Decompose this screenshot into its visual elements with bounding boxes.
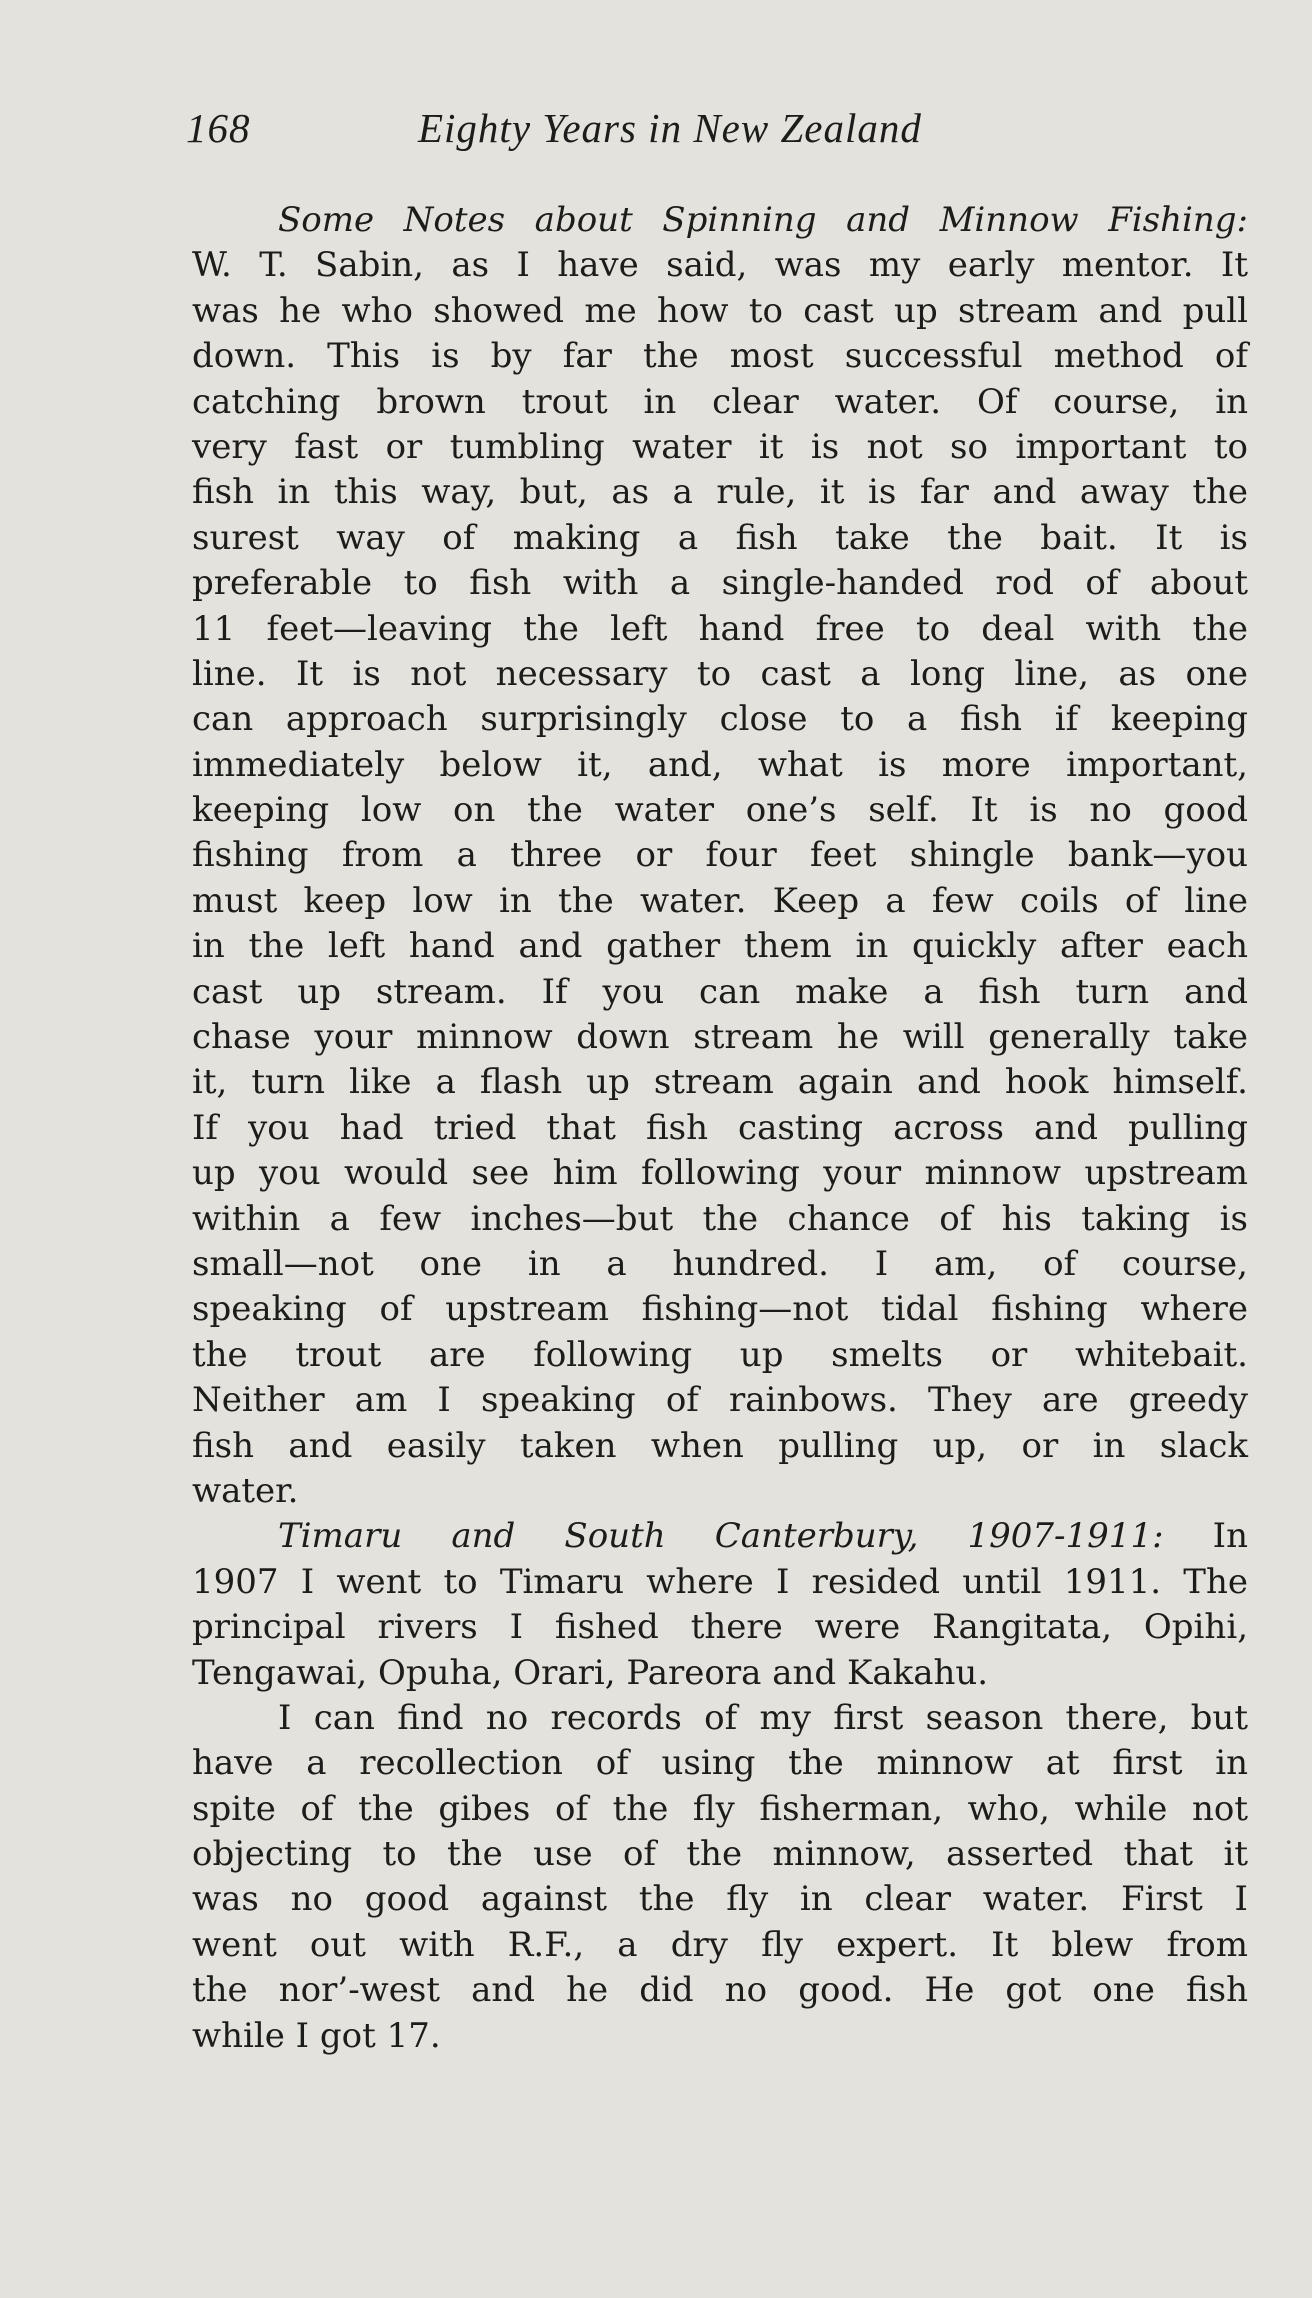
- page-number: 168: [186, 105, 251, 151]
- text-run: principal rivers I fished there were Rangitata, Opihi,: [192, 1607, 1248, 1648]
- text-line: [192, 788, 1248, 833]
- text-line: [192, 1877, 1248, 1922]
- text-run: it, turn like a flash up stream again and hook himself.: [192, 1062, 1248, 1103]
- text-run: Tengawai, Opuha, Orari, Pareora and Kakahu.: [192, 1652, 989, 1693]
- text-run: up you would see him following your minnow upstream: [192, 1153, 1248, 1194]
- text-line: [192, 970, 1248, 1015]
- text-line: [192, 561, 1248, 606]
- text-line: [192, 1242, 1248, 1287]
- text-run: was he who showed me how to cast up stream and pull: [192, 290, 1248, 331]
- italic-heading: Timaru and South Canterbury, 1907-1911:: [278, 1516, 1164, 1557]
- text-line: [192, 1605, 1248, 1650]
- text-run: fishing from a three or four feet shingle bank—you: [192, 835, 1248, 876]
- text-run: small—not one in a hundred. I am, of course,: [192, 1243, 1248, 1284]
- text-line: [192, 470, 1248, 515]
- text-run: Neither am I speaking of rainbows. They are greedy: [192, 1380, 1248, 1421]
- text-run: spite of the gibes of the fly fisherman, who, while not: [192, 1788, 1248, 1829]
- text-line: [192, 1787, 1248, 1832]
- text-run: cast up stream. If you can make a fish turn and: [192, 971, 1248, 1012]
- text-run: in the left hand and gather them in quickly after each: [192, 926, 1248, 967]
- text-line: [192, 1333, 1248, 1378]
- text-run: If you had tried that fish casting across and pulling: [192, 1107, 1248, 1148]
- text-run: 11 feet—leaving the left hand free to deal with the: [192, 608, 1248, 649]
- text-run: down. This is by far the most successful method of: [192, 336, 1248, 377]
- text-line: [192, 1378, 1248, 1423]
- text-line: [192, 833, 1248, 878]
- text-run: very fast or tumbling water it is not so important to: [192, 426, 1248, 467]
- text-line: [192, 334, 1248, 379]
- text-run: must keep low in the water. Keep a few coils of line: [192, 880, 1248, 921]
- text-run: W. T. Sabin, as I have said, was my early mentor. It: [192, 245, 1248, 286]
- text-line: [192, 198, 1248, 243]
- text-run: was no good against the fly in clear water. First I: [192, 1879, 1248, 1920]
- text-run: preferable to fish with a single-handed rod of about: [192, 563, 1248, 604]
- text-line: [192, 652, 1248, 697]
- text-run: 1907 I went to Timaru where I resided until 1911. The: [192, 1561, 1248, 1602]
- body-text: [192, 198, 1248, 2059]
- text-run: the trout are following up smelts or whitebait.: [192, 1334, 1248, 1375]
- text-run: went out with R.F., a dry fly expert. It blew from: [192, 1924, 1248, 1965]
- text-line: [192, 1514, 1248, 1559]
- text-line: [192, 516, 1248, 561]
- text-run: catching brown trout in clear water. Of course, in: [192, 381, 1248, 422]
- text-run: have a recollection of using the minnow at first in: [192, 1743, 1248, 1784]
- text-line: [192, 1060, 1248, 1105]
- text-line: [192, 1923, 1248, 1968]
- paragraph: [192, 1514, 1248, 1696]
- text-run: can approach surprisingly close to a fish if keeping: [192, 699, 1248, 740]
- text-line: [192, 1651, 1248, 1696]
- text-run: speaking of upstream fishing—not tidal fishing where: [192, 1289, 1248, 1330]
- italic-heading: Some Notes about Spinning and Minnow Fishing:: [278, 200, 1248, 240]
- text-line: [192, 697, 1248, 742]
- text-run: fish in this way, but, as a rule, it is far and away the: [192, 472, 1248, 513]
- text-run: I can find no records of my first season there, but: [278, 1697, 1248, 1738]
- text-line: [192, 924, 1248, 969]
- text-run: fish and easily taken when pulling up, or in slack: [192, 1425, 1248, 1466]
- text-run: surest way of making a fish take the bait. It is: [192, 517, 1248, 558]
- text-line: [192, 1015, 1248, 1060]
- text-run: chase your minnow down stream he will generally take: [192, 1017, 1248, 1058]
- text-line: [192, 380, 1248, 425]
- text-line: [192, 1287, 1248, 1332]
- text-line: [192, 1424, 1248, 1469]
- text-line: [192, 607, 1248, 652]
- text-run: keeping low on the water one’s self. It is no good: [192, 790, 1248, 831]
- text-run: the nor’-west and he did no good. He got one fish: [192, 1970, 1248, 2011]
- text-run: within a few inches—but the chance of his taking is: [192, 1198, 1248, 1239]
- text-run: water.: [192, 1470, 299, 1511]
- text-run: line. It is not necessary to cast a long line, as one: [192, 653, 1248, 694]
- text-line: [192, 1151, 1248, 1196]
- text-line: [192, 743, 1248, 788]
- text-line: [192, 425, 1248, 470]
- text-line: [192, 1741, 1248, 1786]
- paragraph: [192, 198, 1248, 1514]
- text-line: [192, 1832, 1248, 1877]
- text-line: [192, 1968, 1248, 2013]
- text-line: [192, 2014, 1248, 2059]
- text-line: [192, 1197, 1248, 1242]
- text-run: objecting to the use of the minnow, asserted that it: [192, 1834, 1248, 1875]
- text-line: [192, 1696, 1248, 1741]
- text-line: [192, 1469, 1248, 1514]
- text-line: [192, 1106, 1248, 1151]
- text-run: immediately below it, and, what is more important,: [192, 744, 1248, 785]
- text-run: In: [1163, 1516, 1248, 1557]
- text-line: [192, 879, 1248, 924]
- text-run: while I got 17.: [192, 2015, 441, 2056]
- text-line: [192, 243, 1248, 288]
- text-line: [192, 1560, 1248, 1605]
- text-line: [192, 289, 1248, 334]
- running-title: Eighty Years in New Zealand: [418, 105, 922, 151]
- paragraph: [192, 1696, 1248, 2059]
